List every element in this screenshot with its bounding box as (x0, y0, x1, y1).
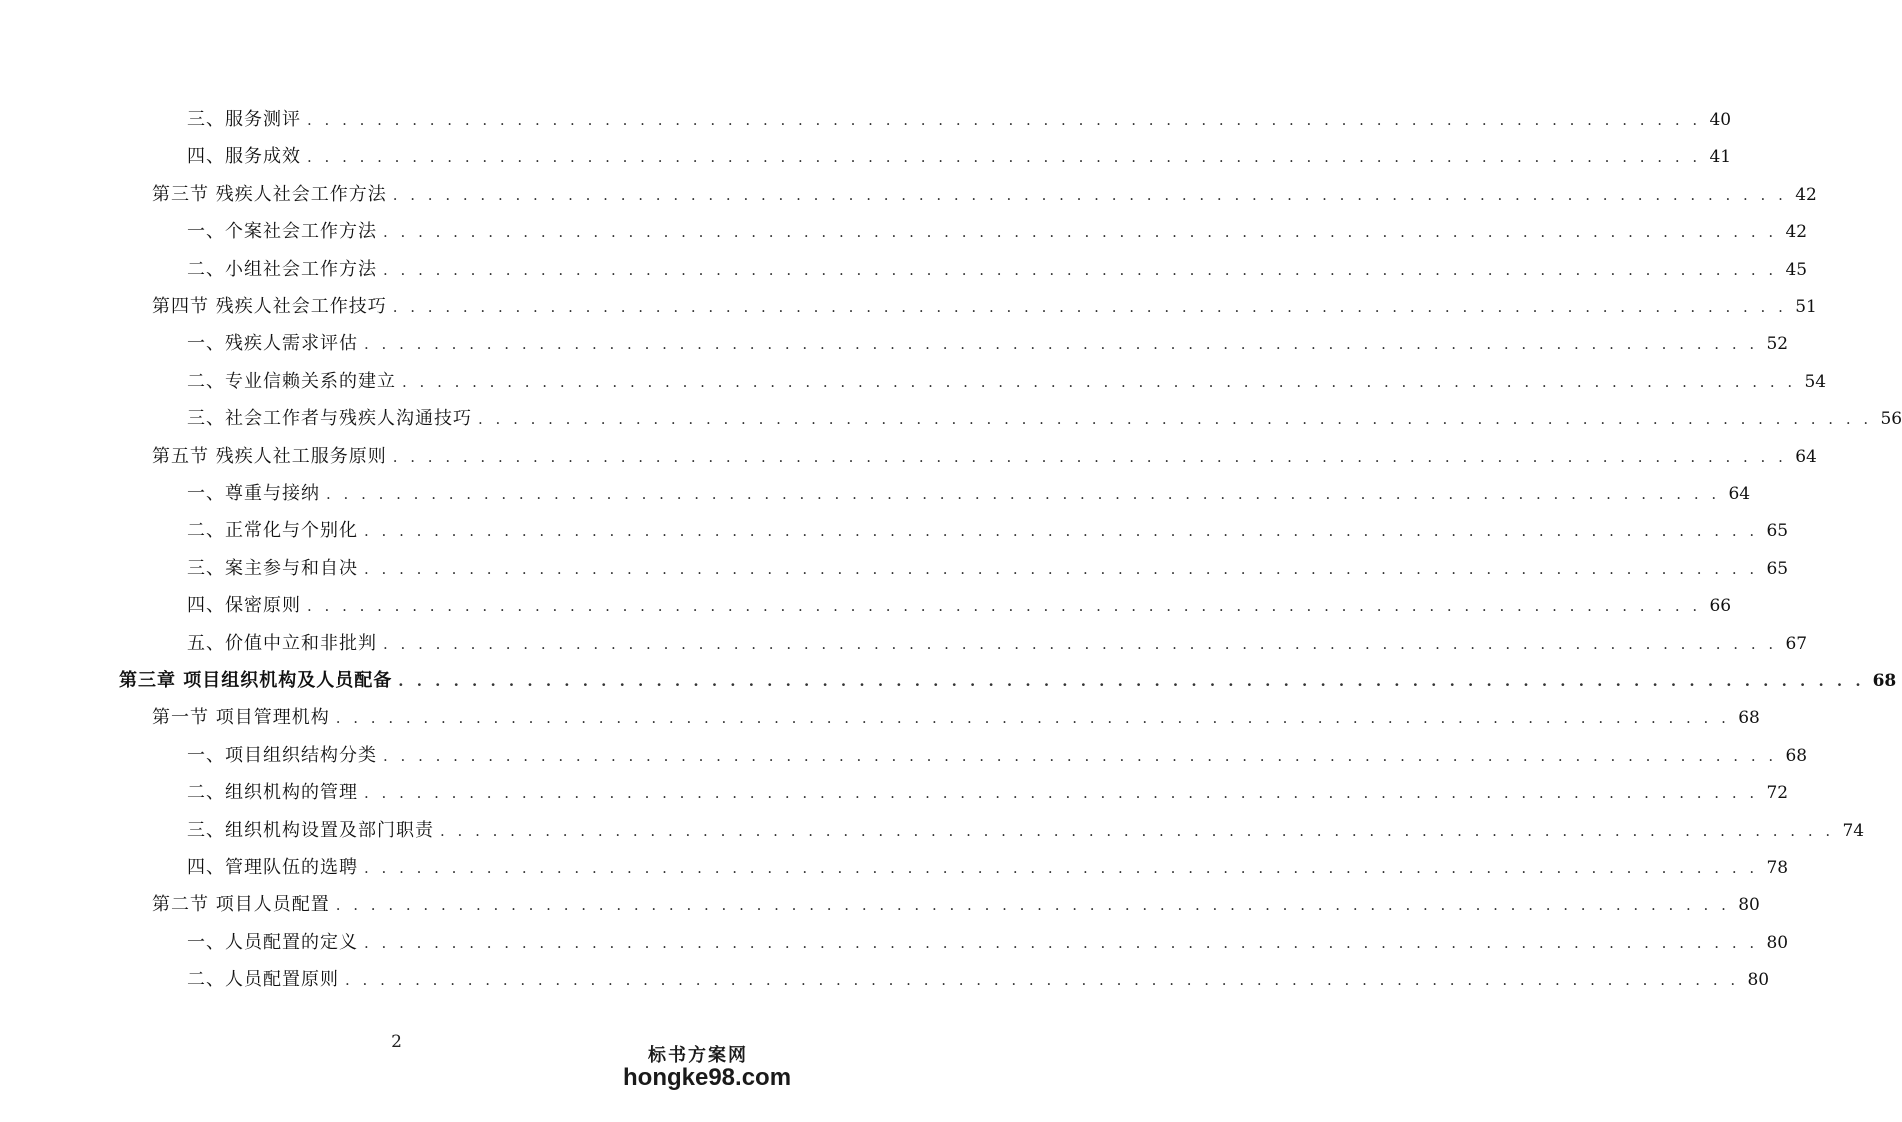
toc-entry-page: 42 (1795, 184, 1817, 205)
toc-entry-title: 二、组织机构的管理 (187, 782, 358, 804)
toc-entry-page: 42 (1785, 222, 1808, 243)
toc-leader-dots: . . . . . . . . . . . . . . . . . . . . . . . . . . . . . . . . . . . . . . . . . . . . . . . . . . . . . . . . . . . . . . . . . . . . . . . . . . . . . . . . (398, 672, 1865, 690)
toc-entry-title: 四、服务成效 (187, 146, 301, 168)
toc-leader-dots: . . . . . . . . . . . . . . . . . . . . . . . . . . . . . . . . . . . . . . . . . . . . . . . . . . . . . . . . . . . . . . . . . . . . . . . . . . . . . . . . (326, 485, 1721, 503)
toc-entry-page: 45 (1785, 259, 1808, 280)
toc-leader-dots: . . . . . . . . . . . . . . . . . . . . . . . . . . . . . . . . . . . . . . . . . . . . . . . . . . . . . . . . . . . . . . . . . . . . . . . . . . . . . . . . (392, 298, 1787, 316)
toc-entry (187, 105, 1732, 135)
toc-entry-title: 一、人员配置的定义 (187, 931, 358, 953)
toc-entry-title: 第五节 残疾人社工服务原则 (152, 445, 387, 467)
toc-entry (187, 142, 1732, 172)
toc-entry-page: 65 (1766, 558, 1789, 579)
watermark-brand-text: 标书方案网 (648, 1045, 748, 1065)
toc-entry-title: 四、管理队伍的选聘 (187, 857, 358, 878)
toc-entry-title: 第四节 残疾人社会工作技巧 (152, 296, 387, 317)
toc-entry (187, 516, 1789, 546)
toc-entry-page: 68 (1872, 671, 1897, 691)
toc-entry-title: 一、残疾人需求评估 (187, 333, 358, 355)
toc-entry-title: 三、社会工作者与残疾人沟通技巧 (187, 408, 472, 430)
toc-leader-dots: . . . . . . . . . . . . . . . . . . . . . . . . . . . . . . . . . . . . . . . . . . . . . . . . . . . . . . . . . . . . . . . . . . . . . . . . . . . . . . . . (335, 709, 1730, 728)
toc-entry (187, 479, 1751, 509)
toc-entry (187, 778, 1789, 808)
toc-leader-dots: . . . . . . . . . . . . . . . . . . . . . . . . . . . . . . . . . . . . . . . . . . . . . . . . . . . . . . . . . . . . . . . . . . . . . . . . . . . . . . . . (392, 447, 1787, 466)
toc-entry (187, 554, 1789, 584)
toc-entry-page: 72 (1766, 783, 1789, 804)
toc-leader-dots: . . . . . . . . . . . . . . . . . . . . . . . . . . . . . . . . . . . . . . . . . . . . . . . . . . . . . . . . . . . . . . . . . . . . . . . . . . . . . . . . (364, 335, 1759, 354)
toc-entry (187, 591, 1732, 621)
toc-leader-dots: . . . . . . . . . . . . . . . . . . . . . . . . . . . . . . . . . . . . . . . . . . . . . . . . . . . . . . . . . . . . . . . . . . . . . . . . . . . . . . . . (440, 821, 1835, 840)
toc-entry-title: 第二节 项目人员配置 (152, 894, 330, 916)
toc-leader-dots: . . . . . . . . . . . . . . . . . . . . . . . . . . . . . . . . . . . . . . . . . . . . . . . . . . . . . . . . . . . . . . . . . . . . . . . . . . . . . . . . (335, 896, 1730, 915)
toc-leader-dots: . . . . . . . . . . . . . . . . . . . . . . . . . . . . . . . . . . . . . . . . . . . . . . . . . . . . . . . . . . . . . . . . . . . . . . . . . . . . . . . . (364, 522, 1759, 541)
toc-entry-page: 80 (1747, 970, 1770, 991)
toc-entry (187, 217, 1808, 247)
toc-entry (152, 442, 1817, 472)
toc-entry (187, 816, 1865, 846)
toc-entry-page: 54 (1804, 371, 1827, 392)
toc-leader-dots: . . . . . . . . . . . . . . . . . . . . . . . . . . . . . . . . . . . . . . . . . . . . . . . . . . . . . . . . . . . . . . . . . . . . . . . . . . . . . . . . (383, 746, 1778, 765)
toc-entry-title: 二、小组社会工作方法 (187, 258, 377, 280)
toc-leader-dots: . . . . . . . . . . . . . . . . . . . . . . . . . . . . . . . . . . . . . . . . . . . . . . . . . . . . . . . . . . . . . . . . . . . . . . . . . . . . . . . . (345, 971, 1740, 990)
toc-entry-page: 66 (1709, 596, 1732, 617)
toc-leader-dots: . . . . . . . . . . . . . . . . . . . . . . . . . . . . . . . . . . . . . . . . . . . . . . . . . . . . . . . . . . . . . . . . . . . . . . . . . . . . . . . . (383, 260, 1778, 279)
watermark-url-text: hongke98.com (623, 1063, 792, 1091)
toc-entry-title: 四、保密原则 (187, 595, 301, 617)
toc-entry (187, 255, 1808, 285)
toc-entry-title: 二、人员配置原则 (187, 969, 339, 991)
toc-entry-page: 67 (1785, 633, 1808, 654)
toc-entry-page: 64 (1728, 484, 1751, 504)
toc-entry-title: 第一节 项目管理机构 (152, 707, 330, 729)
toc-entry-page: 78 (1766, 858, 1789, 878)
toc-leader-dots: . . . . . . . . . . . . . . . . . . . . . . . . . . . . . . . . . . . . . . . . . . . . . . . . . . . . . . . . . . . . . . . . . . . . . . . . . . . . . . . . (392, 185, 1787, 204)
toc-entry-page: 80 (1738, 895, 1760, 916)
toc-entry-page: 41 (1709, 147, 1732, 168)
toc-leader-dots: . . . . . . . . . . . . . . . . . . . . . . . . . . . . . . . . . . . . . . . . . . . . . . . . . . . . . . . . . . . . . . . . . . . . . . . . . . . . . . . . (383, 223, 1778, 242)
toc-entry (152, 180, 1817, 210)
toc-leader-dots: . . . . . . . . . . . . . . . . . . . . . . . . . . . . . . . . . . . . . . . . . . . . . . . . . . . . . . . . . . . . . . . . . . . . . . . . . . . . . . . . (364, 559, 1759, 578)
toc-entry (187, 965, 1770, 995)
toc-leader-dots: . . . . . . . . . . . . . . . . . . . . . . . . . . . . . . . . . . . . . . . . . . . . . . . . . . . . . . . . . . . . . . . . . . . . . . . . . . . . . . . . (402, 372, 1797, 391)
toc-entry-title: 三、案主参与和自决 (187, 557, 358, 579)
toc-entry-page: 65 (1766, 521, 1789, 542)
toc-entry (187, 329, 1789, 359)
toc-entry-title: 第三节 残疾人社会工作方法 (152, 183, 387, 205)
toc-entry (152, 703, 1760, 733)
toc-entry (187, 928, 1789, 958)
toc-entry (187, 741, 1808, 771)
toc-entry (187, 629, 1808, 659)
toc-leader-dots: . . . . . . . . . . . . . . . . . . . . . . . . . . . . . . . . . . . . . . . . . . . . . . . . . . . . . . . . . . . . . . . . . . . . . . . . . . . . . . . . (478, 410, 1873, 429)
toc-leader-dots: . . . . . . . . . . . . . . . . . . . . . . . . . . . . . . . . . . . . . . . . . . . . . . . . . . . . . . . . . . . . . . . . . . . . . . . . . . . . . . . . (364, 933, 1759, 952)
toc-leader-dots: . . . . . . . . . . . . . . . . . . . . . . . . . . . . . . . . . . . . . . . . . . . . . . . . . . . . . . . . . . . . . . . . . . . . . . . . . . . . . . . . (383, 634, 1778, 653)
toc-entry (187, 367, 1827, 397)
toc-entry (119, 666, 1897, 696)
toc-entry-page: 64 (1795, 446, 1817, 467)
toc-entry-title: 第三章 项目组织机构及人员配备 (119, 670, 393, 691)
toc-entry (187, 404, 1902, 434)
toc-entry-page: 51 (1795, 297, 1817, 317)
toc-entry-title: 一、项目组织结构分类 (187, 744, 377, 766)
toc-entry-page: 56 (1880, 409, 1902, 430)
toc-leader-dots: . . . . . . . . . . . . . . . . . . . . . . . . . . . . . . . . . . . . . . . . . . . . . . . . . . . . . . . . . . . . . . . . . . . . . . . . . . . . . . . . (307, 597, 1702, 616)
toc-entry (152, 890, 1760, 920)
toc-entry-title: 三、服务测评 (187, 109, 301, 130)
toc-entry (152, 292, 1817, 322)
toc-entry-title: 二、专业信赖关系的建立 (187, 370, 396, 392)
toc-entry-page: 52 (1766, 334, 1789, 355)
toc-entry-title: 一、尊重与接纳 (187, 483, 320, 504)
toc-entry-page: 40 (1709, 110, 1732, 130)
toc-entry-title: 三、组织机构设置及部门职责 (187, 819, 434, 841)
toc-entry-page: 68 (1785, 745, 1808, 766)
toc-leader-dots: . . . . . . . . . . . . . . . . . . . . . . . . . . . . . . . . . . . . . . . . . . . . . . . . . . . . . . . . . . . . . . . . . . . . . . . . . . . . . . . . (307, 111, 1702, 129)
toc-entry-title: 五、价值中立和非批判 (187, 632, 377, 654)
toc-leader-dots: . . . . . . . . . . . . . . . . . . . . . . . . . . . . . . . . . . . . . . . . . . . . . . . . . . . . . . . . . . . . . . . . . . . . . . . . . . . . . . . . (307, 148, 1702, 167)
toc-entry (187, 853, 1789, 883)
toc-entry-page: 68 (1738, 708, 1760, 729)
toc-leader-dots: . . . . . . . . . . . . . . . . . . . . . . . . . . . . . . . . . . . . . . . . . . . . . . . . . . . . . . . . . . . . . . . . . . . . . . . . . . . . . . . . (364, 784, 1759, 803)
toc-entry-title: 一、个案社会工作方法 (187, 221, 377, 243)
page-number: 2 (391, 1032, 402, 1052)
toc-entry-page: 74 (1842, 820, 1865, 841)
toc-entry-title: 二、正常化与个别化 (187, 520, 358, 542)
toc-leader-dots: . . . . . . . . . . . . . . . . . . . . . . . . . . . . . . . . . . . . . . . . . . . . . . . . . . . . . . . . . . . . . . . . . . . . . . . . . . . . . . . . (364, 859, 1759, 877)
toc-entry-page: 80 (1766, 932, 1789, 953)
watermark (623, 1045, 792, 1104)
